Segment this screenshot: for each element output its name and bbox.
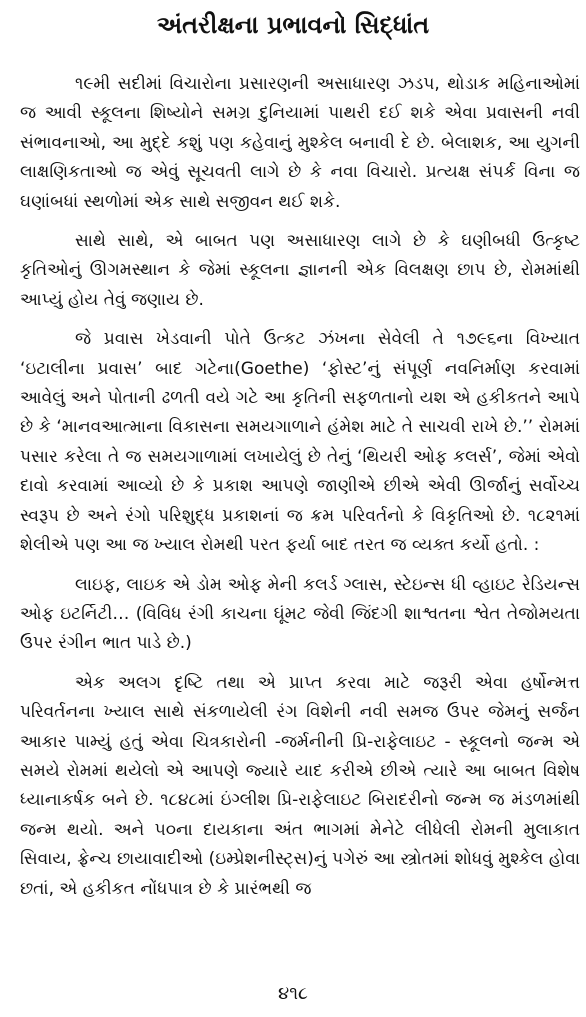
poem-quote: લાઇફ, લાઇક એ ડોમ ઓફ મેની કલર્ડ ગ્લાસ, સ્ટેઇન્સ ધી વ્હાઇટ રેડિયન્સ ઓફ ઇટર્નિટી… (વિવિધ રંગી કાચના ઘૂંમટ જેવી જિંદગી શાશ્વતના શ્વેત તેજોમયતા ઉપર રંગીન ભાત પાડે છે.) — [20, 574, 580, 654]
page-number: ૪૧૮ — [278, 983, 308, 1004]
paragraph-1: ૧૯મી સદીમાં વિચારોના પ્રસારણની અસાધારણ ઝડપ, થોડાક મહિનાઓમાં જ આવી સ્કૂલના શિષ્યોને સમગ્ર દુનિયામાં પાથરી દઈ શકે એવા પ્રવાસની નવી સંભાવનાઓ, આ મુદ્દે કશું પણ કહેવાનું મુશ્કેલ બનાવી દે છે. બેલાશક, આ યુગની લાક્ષણિકતાઓ જ એવું સૂચવતી લાગે છે કે નવા વિચારો. પ્રત્યક્ષ સંપર્ક વિના જ ઘણાંબધાં સ્થળોમાં એક સાથે સજીવન થઈ શકે. — [20, 74, 580, 212]
paragraph-5: એક અલગ દૃષ્ટિ તથા એ પ્રાપ્ત કરવા માટે જરૂરી એવા હર્ષોન્મત્ત પરિવર્તનના ખ્યાલ સાથે સંકળાયેલી રંગ વિશેની નવી સમજ ઉપર જેમનું સર્જન આકાર પામ્યું હતું એવા ચિત્રકારોની -જર્મનીની પ્રિ-રાફેલાઇટ - સ્કૂલનો જન્મ એ સમયે રોમમાં થયેલો એ આપણે જ્યારે યાદ કરીએ છીએ ત્યારે આ બાબત વિશેષ ધ્યાનાકર્ષક બને છે. ૧૮૪૮માં ઇંગ્લીશ પ્રિ-રાફેલાઇટ બિરાદરીનો જન્મ જ મંડળમાંથી જન્મ થયો. અને ૫૦ના દાયકાના અંત ભાગમાં મેનેટે લીધેલી રોમની મુલાકાત સિવાય, ફ્રેન્ચ છાયાવાદીઓ (ઇમ્પ્રેશનીસ્ટ્સ)નું પગેરું આ સ્ત્રોતમાં શોધવું મુશ્કેલ હોવા છતાં, એ હકીકત નોંધપાત્ર છે કે પ્રારંભથી જ — [20, 672, 580, 899]
paragraph-2: સાથે સાથે, એ બાબત પણ અસાધારણ લાગે છે કે ઘણીબધી ઉત્કૃષ્ટ કૃતિઓનું ઊગમસ્થાન કે જેમાં સ્કૂલના જ્ઞાનની એક વિલક્ષણ છાપ છે, રોમમાંથી આપ્યું હોય તેવું જણાય છે. — [20, 231, 580, 310]
body-text — [20, 70, 580, 914]
page-title: અંતરીક્ષના પ્રભાવનો સિદ્ધાંત — [156, 11, 430, 39]
paragraph-3: જે પ્રવાસ ખેડવાની પોતે ઉત્કટ ઝંખના સેવેલી તે ૧૭૯૬ના વિખ્યાત ‘ઇટાલીના પ્રવાસ’ બાદ ગટેના(Goethe) ‘ફોસ્ટ’નું સંપૂર્ણ નવનિર્માણ કરવામાં આવેલું અને પોતાની ઢળતી વયે ગટે આ કૃતિની સફળતાનો યશ એ હકીકતને આપે છે કે ‘માનવઆત્માના વિકાસના સમયગાળાને હંમેશ માટે તે સાચવી રાખે છે.’’ રોમમાં પસાર કરેલા તે જ સમયગાળામાં લખાયેલું છે તેનું ‘થિયરી ઓફ કલર્સ’, જેમાં એવો દાવો કરવામાં આવ્યો છે કે પ્રકાશ આપણે જાણીએ છીએ એવી ઊર્જાનું સર્વોચ્ચ સ્વરૂપ છે અને રંગો પરિશુદ્ધ પ્રકાશનાં જ ક્રમ પરિવર્તનો કે વિકૃતિઓ છે. ૧૮૨૧માં શેલીએ પણ આ જ ખ્યાલ રોમથી પરત ફર્યા બાદ તરત જ વ્યક્ત કર્યો હતો. : — [20, 329, 580, 556]
